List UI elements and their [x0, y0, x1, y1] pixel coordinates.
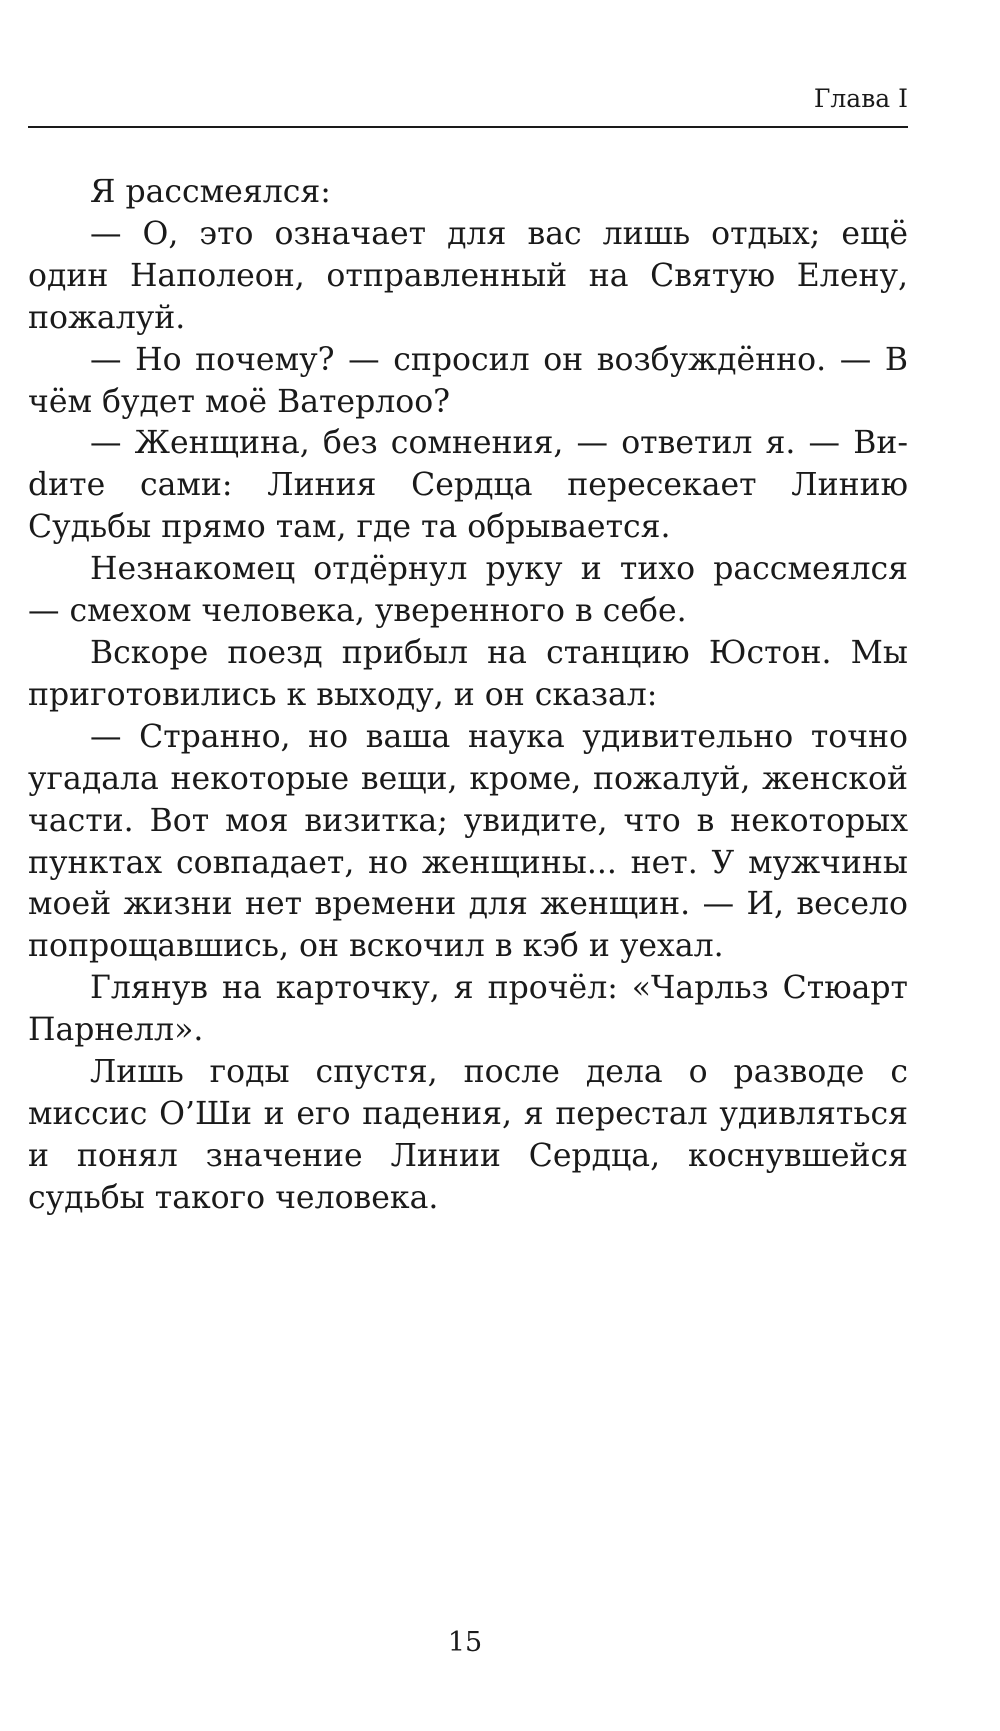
paragraph: — Но почему? — спросил он возбуждённо. — В чём будет моё Ватерлоо? [28, 341, 908, 420]
paragraph: — О, это означает для вас лишь отдых; ещё один Наполеон, отправленный на Святую Елену, пожалуй. [28, 215, 908, 336]
paragraph: Я рассмеялся: [90, 174, 331, 210]
paragraph: Вскоре поезд прибыл на станцию Юстон. Мы приготовились к выходу, и он сказал: [28, 634, 908, 713]
chapter-title: Глава I [813, 84, 908, 113]
paragraph: Глянув на карточку, я прочёл: «Чарльз Стюарт Парнелл». [28, 970, 908, 1049]
paragraph: — Женщина, без сомнения, — ответил я. — Виdите сами: Линия Сердца пересекает Линию Судьбы прямо там, где та обрывается. [28, 425, 908, 546]
paragraph: Лишь годы спустя, после дела о разводе с миссис О’Ши и его падения, я перестал удивляться и понял значение Линии Сердца, коснувшейся судьбы такого человека. [28, 1054, 908, 1216]
paragraph: Незнакомец отдёрнул руку и тихо рассмеялся — смехом человека, уверенного в себе. [28, 551, 908, 630]
paragraph: — Странно, но ваша наука удивительно точно угадала некоторые вещи, кроме, пожалуй, женской части. Вот моя визитка; увидите, что в некоторых пунктах совпадает, но женщины... нет. У мужчины моей жизни нет времени для женщин. — И, весело попрощавшись, он вскочил в кэб и уехал. [28, 718, 908, 965]
running-header [28, 84, 908, 124]
page-body [28, 172, 908, 1220]
page-number: 15 [447, 1627, 483, 1658]
header-rule [28, 126, 908, 128]
